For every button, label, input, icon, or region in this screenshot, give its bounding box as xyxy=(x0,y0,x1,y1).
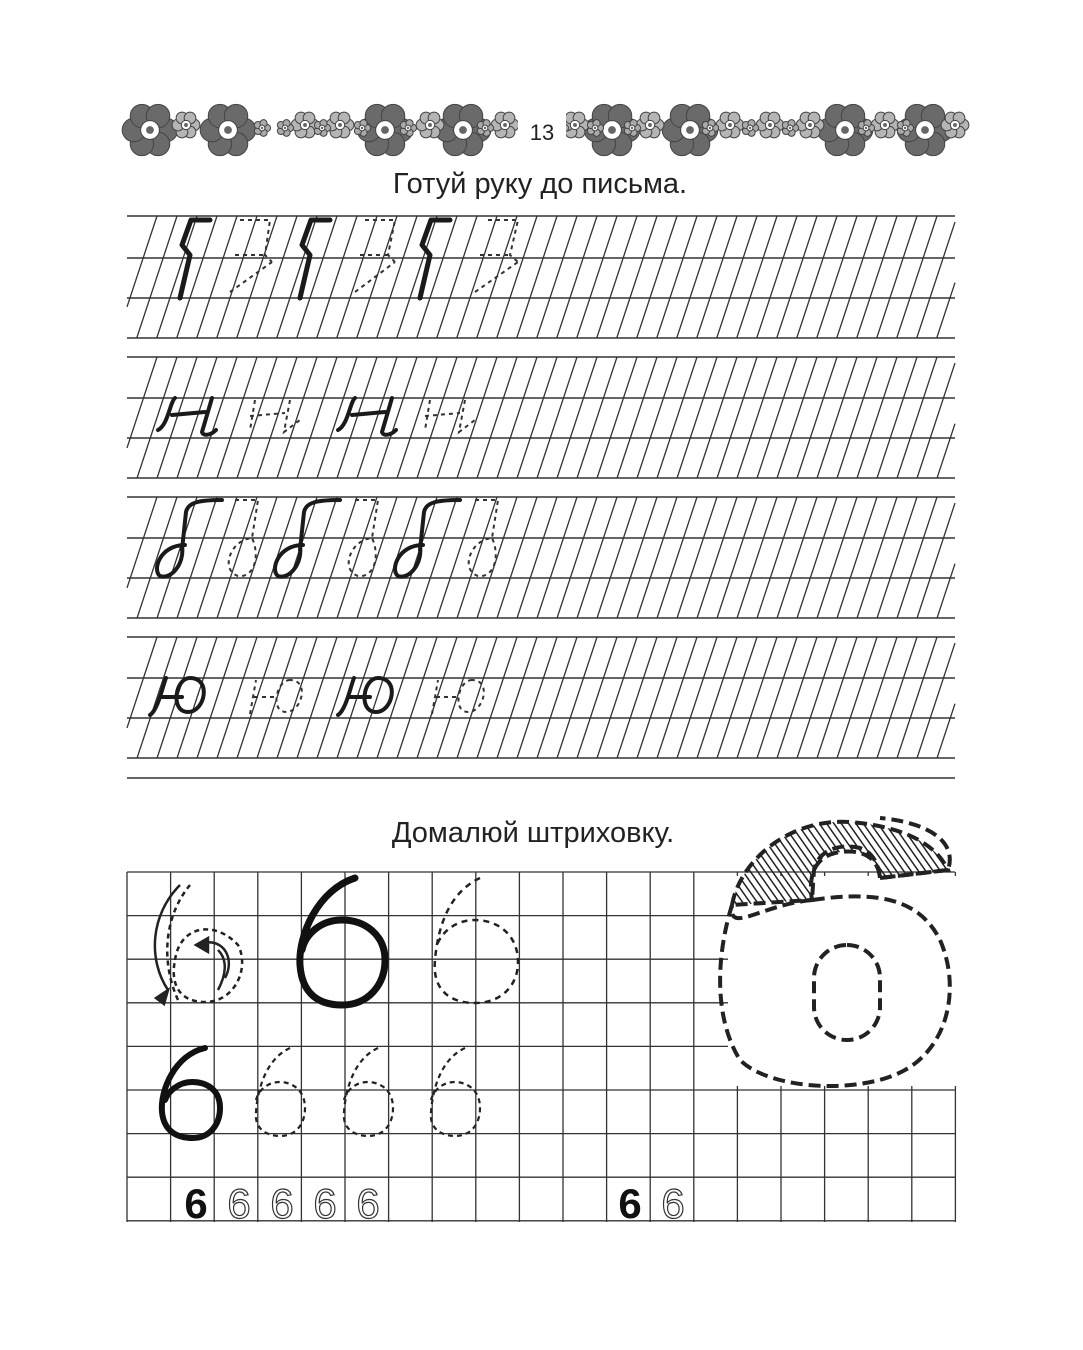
row3-small-digits-right xyxy=(618,1180,684,1227)
small-six-outline: 6 xyxy=(227,1180,251,1227)
flower-icon xyxy=(277,120,293,137)
tracing-six-with-arrow xyxy=(155,885,242,1004)
flower-icon xyxy=(254,120,270,137)
flower-icon xyxy=(416,112,444,138)
flower-icon xyxy=(796,112,824,138)
hook-trace xyxy=(230,220,272,292)
small-six-outline: 6 xyxy=(356,1180,380,1227)
flower-icon xyxy=(756,112,784,138)
flower-icon xyxy=(782,120,798,137)
flower-icon xyxy=(941,112,969,138)
cursive-n xyxy=(338,398,396,435)
row2-dashed-six xyxy=(431,1048,480,1136)
row2-dashed-six xyxy=(256,1048,305,1136)
section-title-shading: Домалюй штриховку. xyxy=(391,817,675,849)
yu-trace xyxy=(432,680,484,714)
yu-trace xyxy=(250,680,302,714)
small-six-bold: 6 xyxy=(618,1180,642,1227)
calligraphy-lines xyxy=(127,216,955,778)
row2-dashed-six xyxy=(344,1048,393,1136)
flower-icon xyxy=(200,104,256,155)
section-title-handwriting: Готуй руку до письма. xyxy=(392,168,688,200)
flower-icon xyxy=(400,120,416,137)
flower-icon xyxy=(742,120,758,137)
small-six-outline: 6 xyxy=(661,1180,685,1227)
page-number: 13 xyxy=(529,120,555,145)
small-six-outline: 6 xyxy=(313,1180,337,1227)
small-six-outline: 6 xyxy=(270,1180,294,1227)
flower-icon xyxy=(871,112,899,138)
bold-six-sample xyxy=(300,878,385,1005)
hook-stroke xyxy=(180,220,210,298)
flower-icon xyxy=(716,112,744,138)
flower-icon xyxy=(477,120,493,137)
hook-stroke xyxy=(300,220,330,298)
flower-icon xyxy=(122,104,178,155)
hook-row xyxy=(180,220,450,298)
cursive-yu xyxy=(150,678,204,715)
row2-dashed-six-row xyxy=(256,1048,480,1136)
hook-stroke xyxy=(420,220,450,298)
flower-icon xyxy=(636,112,664,138)
cursive-n xyxy=(158,398,216,435)
flower-icon xyxy=(491,112,519,138)
small-six-bold: 6 xyxy=(184,1180,208,1227)
cursive-yu xyxy=(338,678,392,715)
n-trace xyxy=(425,400,475,432)
flower-icon xyxy=(172,112,200,138)
flower-icon xyxy=(326,112,354,138)
big-outlined-six xyxy=(720,818,958,1086)
